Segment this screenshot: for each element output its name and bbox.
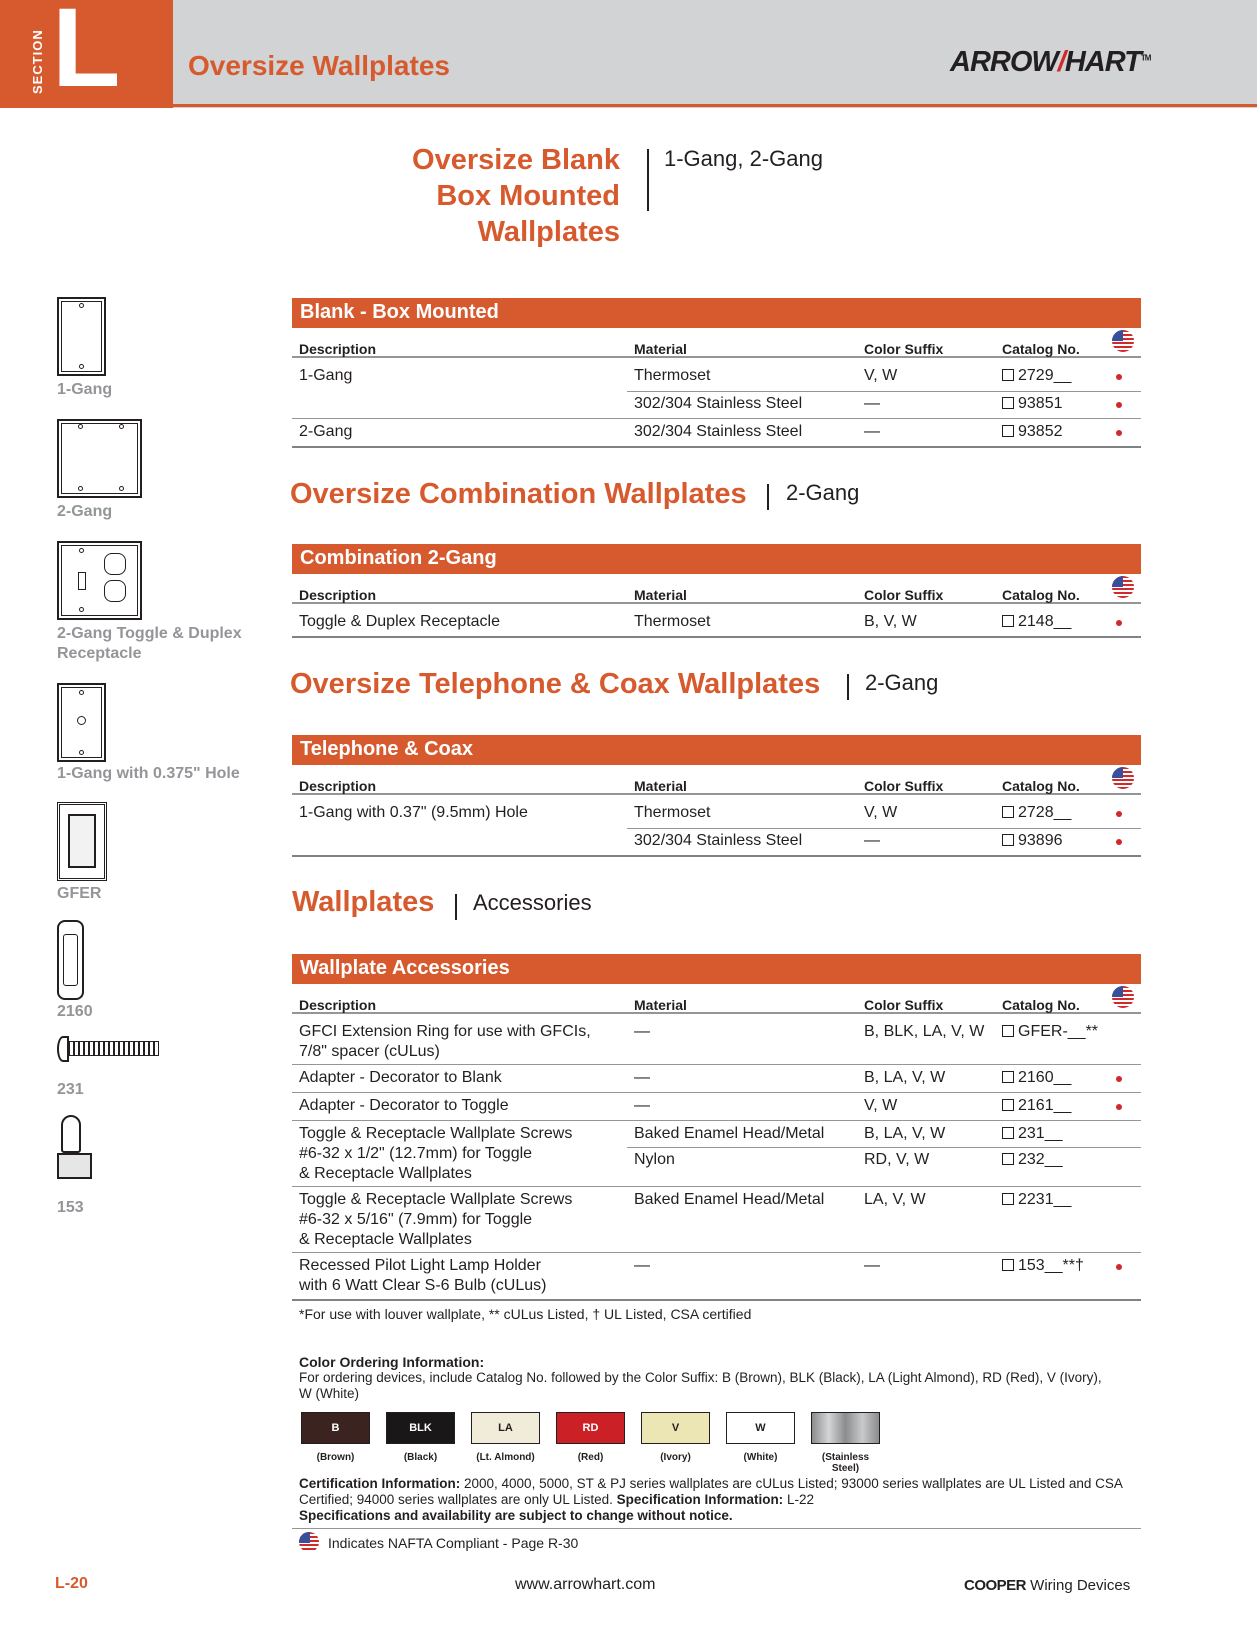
rule xyxy=(292,1528,1141,1529)
thumb-label: 153 xyxy=(57,1199,84,1216)
row-divider xyxy=(292,1186,1141,1187)
header-rule xyxy=(173,104,1257,107)
screw-icon xyxy=(79,548,84,553)
checkbox-icon xyxy=(1002,1071,1014,1083)
thumb-label: 2-Gang xyxy=(57,503,113,520)
table-header-blank: Description Material Color Suffix Catalog No. xyxy=(292,328,1141,358)
checkbox-icon xyxy=(1002,1127,1014,1139)
screw-icon xyxy=(79,607,84,612)
table-header-acc: Description Material Color Suffix Catalog No. xyxy=(292,984,1141,1014)
thumb-label: Receptacle xyxy=(57,645,142,662)
table-bottom-rule xyxy=(292,636,1141,638)
row-divider xyxy=(627,391,1141,392)
nafta-dot xyxy=(1116,839,1122,845)
section-subtitle-acc: Accessories xyxy=(473,890,592,915)
checkbox-icon xyxy=(1002,806,1014,818)
receptacle-outlet-icon xyxy=(104,553,126,575)
checkbox-icon xyxy=(1002,834,1014,846)
row-divider xyxy=(627,1147,1141,1148)
section-letter: L xyxy=(52,0,121,110)
table-title-tel: Telephone & Coax xyxy=(292,735,1141,765)
thumb-label: 231 xyxy=(57,1081,84,1098)
section-title-combo: Oversize Combination Wallplates xyxy=(290,478,747,510)
thumb-label: GFER xyxy=(57,885,102,902)
availability-notice: Specifications and availability are subject to change without notice. xyxy=(299,1508,733,1523)
color-info-text: W (White) xyxy=(299,1386,359,1401)
nafta-dot xyxy=(1116,402,1122,408)
row-divider xyxy=(292,1092,1141,1093)
nafta-dot xyxy=(1116,374,1122,380)
section-title-acc: Wallplates xyxy=(292,886,435,918)
checkbox-icon xyxy=(1002,1193,1014,1205)
section-title-blank: Oversize Blank Box Mounted Wallplates xyxy=(412,144,620,248)
screw-icon xyxy=(79,690,84,695)
section-subtitle-blank: 1-Gang, 2-Gang xyxy=(664,146,823,171)
color-swatch: B xyxy=(301,1412,370,1444)
color-swatch: BLK xyxy=(386,1412,455,1444)
screw-icon xyxy=(79,364,84,369)
certification-info-cont: Certified; 94000 series wallplates are only UL Listed. Specification Information: L-22 xyxy=(299,1492,814,1507)
coax-hole-icon xyxy=(77,716,86,725)
table-title-acc: Wallplate Accessories xyxy=(292,954,1141,984)
page-title: Oversize Wallplates xyxy=(188,50,450,81)
cooper-wiring-devices-logo: COOPER Wiring Devices xyxy=(964,1577,1131,1594)
gfer-opening-icon xyxy=(68,814,96,868)
color-swatch: V xyxy=(641,1412,710,1444)
title-divider xyxy=(455,894,457,920)
color-swatch: W xyxy=(726,1412,795,1444)
us-flag-icon xyxy=(299,1532,319,1552)
nafta-dot xyxy=(1116,620,1122,626)
nafta-dot xyxy=(1116,430,1122,436)
checkbox-icon xyxy=(1002,615,1014,627)
us-flag-icon xyxy=(1112,576,1134,598)
us-flag-icon xyxy=(1112,767,1134,789)
color-swatch-label: (Ivory) xyxy=(660,1452,691,1463)
table-bottom-rule xyxy=(292,855,1141,857)
nafta-dot xyxy=(1116,1264,1122,1270)
row-divider xyxy=(292,1120,1141,1121)
table-header-tel: Description Material Color Suffix Catalog No. xyxy=(292,765,1141,795)
screw-icon xyxy=(119,486,124,491)
nafta-dot xyxy=(1116,1076,1122,1082)
table-footnote: *For use with louver wallplate, ** cULus Listed, † UL Listed, CSA certified xyxy=(299,1306,752,1322)
color-swatch: LA xyxy=(471,1412,540,1444)
row-divider xyxy=(292,1252,1141,1253)
color-swatch-label: (Black) xyxy=(403,1452,438,1463)
lamp-base-icon xyxy=(57,1153,92,1179)
section-subtitle-tel: 2-Gang xyxy=(865,670,939,695)
color-swatch-label: (White) xyxy=(743,1452,778,1463)
screw-icon xyxy=(78,486,83,491)
checkbox-icon xyxy=(1002,425,1014,437)
nafta-note: Indicates NAFTA Compliant - Page R-30 xyxy=(328,1535,579,1551)
row-divider xyxy=(627,828,1141,829)
table-bottom-rule xyxy=(292,446,1141,448)
checkbox-icon xyxy=(1002,1153,1014,1165)
title-divider xyxy=(647,149,649,211)
color-swatch-label: (Lt. Almond) xyxy=(476,1452,535,1463)
checkbox-icon xyxy=(1002,1099,1014,1111)
receptacle-outlet-icon xyxy=(104,580,126,602)
screw-icon xyxy=(79,303,84,308)
section-tab xyxy=(0,0,173,108)
color-swatch: RD xyxy=(556,1412,625,1444)
thumb-toggle-duplex-plate xyxy=(57,541,142,620)
thumb-label: 2160 xyxy=(57,1003,93,1020)
section-subtitle-combo: 2-Gang xyxy=(786,480,860,505)
thumb-label: 1-Gang xyxy=(57,381,113,398)
footer-url[interactable]: www.arrowhart.com xyxy=(515,1576,656,1593)
section-word: SECTION xyxy=(30,29,45,94)
color-info-text: For ordering devices, include Catalog No. followed by the Color Suffix: B (Brown), BLK (Black), LA (Light Almond), RD (Red), V (Ivory), xyxy=(299,1370,1102,1385)
us-flag-icon xyxy=(1112,330,1134,352)
checkbox-icon xyxy=(1002,397,1014,409)
us-flag-icon xyxy=(1112,986,1134,1008)
title-divider xyxy=(767,484,769,510)
thumb-2-gang-plate xyxy=(57,419,142,498)
nafta-dot xyxy=(1116,811,1122,817)
nafta-dot xyxy=(1116,1104,1122,1110)
section-title-tel: Oversize Telephone & Coax Wallplates xyxy=(290,668,821,700)
thumb-label: 1-Gang with 0.375" Hole xyxy=(57,765,240,782)
color-swatch-label: (Red) xyxy=(577,1452,604,1463)
color-swatch-label: (Brown) xyxy=(316,1452,355,1463)
page-number: L-20 xyxy=(55,1575,88,1592)
thumb-label: 2-Gang Toggle & Duplex xyxy=(57,625,242,642)
row-divider xyxy=(292,418,1141,419)
table-title-combo: Combination 2-Gang xyxy=(292,544,1141,574)
color-info-heading: Color Ordering Information: xyxy=(299,1354,485,1370)
row-divider xyxy=(292,1064,1141,1065)
color-swatch-label: (Stainless Steel) xyxy=(821,1452,870,1474)
checkbox-icon xyxy=(1002,369,1014,381)
checkbox-icon xyxy=(1002,1259,1014,1271)
table-header-combo: Description Material Color Suffix Catalog No. xyxy=(292,574,1141,604)
certification-info: Certification Information: 2000, 4000, 5000, ST & PJ series wallplates are cULus Listed; 93000 series wallplates are UL Listed and CSA xyxy=(299,1476,1123,1491)
toggle-slot-icon xyxy=(78,572,86,590)
title-divider xyxy=(847,674,849,700)
adapter-inner-icon xyxy=(63,934,78,986)
checkbox-icon xyxy=(1002,1025,1014,1037)
screw-shank-icon xyxy=(69,1041,159,1056)
lamp-holder-153-icon xyxy=(61,1115,81,1153)
color-swatch xyxy=(811,1412,880,1444)
table-bottom-rule xyxy=(292,1299,1141,1301)
screw-icon xyxy=(78,424,83,429)
arrow-hart-logo: ARROW/HART™ xyxy=(950,46,1151,78)
screw-icon xyxy=(79,750,84,755)
table-title-blank: Blank - Box Mounted xyxy=(292,298,1141,328)
screw-231-icon xyxy=(57,1036,69,1062)
screw-icon xyxy=(119,424,124,429)
